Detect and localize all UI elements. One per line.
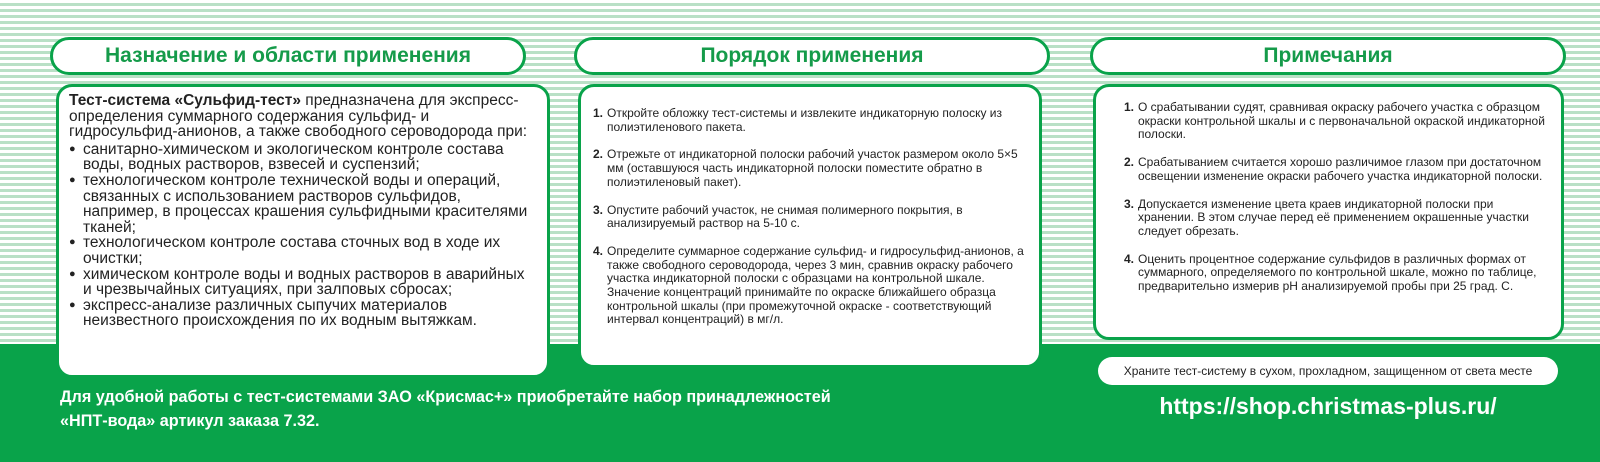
procedure-header — [574, 37, 1050, 75]
intro-text: предназначена для экспресс-определения суммарного содержания сульфид- и гидросульфид-анионов, а также свободного сероводорода при: — [69, 92, 528, 141]
purpose-header — [50, 37, 526, 75]
footer-line-1: Для удобной работы с тест-системами ЗАО «Крисмас+» приобретайте набор принадлежностей — [60, 388, 831, 406]
purpose-header-text: Назначение и области применения — [105, 44, 471, 67]
note-number: 4. — [1124, 251, 1135, 266]
note-item — [1124, 198, 1551, 239]
notes-panel — [1093, 84, 1564, 340]
step-text: Определите суммарное содержание сульфид- и гидросульфид-анионов, а также свободного сероводорода, через 3 мин, сравнив окраску рабочего участка индикаторной полоски с образцами на контрольной шкале. — [607, 243, 1024, 286]
procedure-step — [593, 148, 1031, 189]
procedure-step — [593, 245, 1031, 327]
note-item — [1124, 156, 1551, 183]
footer-text — [60, 385, 831, 433]
step-number: 1. — [593, 106, 604, 120]
application-item: ● технологическом контроле технической воды и операций, связанных с использованием растворов сульфидов, например, в процессах крашения сульфидными красителями тканей; — [69, 173, 537, 235]
shop-url-link[interactable]: https://shop.christmas-plus.ru/ — [1159, 393, 1497, 419]
application-item: ● химическом контроле воды и водных растворов в аварийных и чрезвычайных ситуациях, при залповых сбросах; — [69, 267, 537, 298]
note-text: Оценить процентное содержание сульфидов в различных формах от суммарного, определяемого по контрольной шкале, можно по таблице, предварительно измерив pH анализируемой пробы при 25 град. С. — [1138, 251, 1537, 294]
purpose-intro — [69, 93, 537, 140]
note-number: 1. — [1124, 100, 1135, 114]
note-item — [1124, 253, 1551, 294]
note-number: 2. — [1124, 155, 1135, 170]
step-text: Отрежьте от индикаторной полоски рабочий участок размером около 5×5 мм (оставшуюся часть индикаторной полоски поместите обратно в полиэтиленовый пакет). — [607, 147, 1018, 189]
footer-line-2: «НПТ-вода» артикул заказа 7.32. — [60, 412, 320, 430]
procedure-steps — [593, 107, 1031, 327]
product-name: Тест-система «Сульфид-тест» — [69, 92, 301, 109]
procedure-header-text: Порядок применения — [700, 44, 924, 67]
procedure-step — [593, 107, 1031, 134]
note-number: 3. — [1124, 196, 1135, 211]
step-text: Откройте обложку тест-системы и извлеките индикаторную полоску из полиэтиленового пакета. — [607, 106, 1003, 134]
purpose-panel — [56, 84, 550, 378]
step-text: Опустите рабочий участок, не снимая полимерного покрытия, в анализируемый раствор на 5-10 с. — [607, 202, 963, 231]
application-item: ● санитарно-химическом и экологическом контроле состава воды, водных растворов, взвесей и суспензий; — [69, 142, 537, 173]
note-item — [1124, 101, 1551, 142]
step-number: 4. — [593, 243, 604, 258]
step-number: 3. — [593, 202, 604, 217]
note-text: Срабатыванием считается хорошо различимое глазом при достаточном освещении изменение окраски рабочего участка индикаторной полоски. — [1138, 155, 1543, 183]
notes-header-text: Примечания — [1263, 44, 1393, 67]
step-extra-text: Значение концентраций принимайте по окраске ближайшего образца контрольной шкалы (при промежуточной окраске - соответствующий интервал концентраций) в мг/л. — [607, 285, 996, 327]
notes-list — [1124, 101, 1551, 294]
procedure-step — [593, 204, 1031, 231]
application-item: ● технологическом контроле состава сточных вод в ходе их очистки; — [69, 235, 537, 266]
note-text: О срабатывании судят, сравнивая окраску рабочего участка с образцом окраски контрольной шкалы и с первоначальной окраской индикаторной полоски. — [1138, 100, 1545, 142]
notes-header — [1090, 37, 1566, 75]
application-item: ● экспресс-анализе различных сыпучих материалов неизвестного происхождения по их водным вытяжкам. — [69, 298, 537, 329]
storage-note: Храните тест-систему в сухом, прохладном, защищенном от света месте — [1098, 357, 1558, 385]
note-text: Допускается изменение цвета краев индикаторной полоски при хранении. В этом случае перед её применением окрашенные участки следует обрезать. — [1138, 196, 1529, 238]
application-list — [69, 142, 537, 329]
procedure-panel — [578, 84, 1042, 368]
step-number: 2. — [593, 147, 604, 162]
